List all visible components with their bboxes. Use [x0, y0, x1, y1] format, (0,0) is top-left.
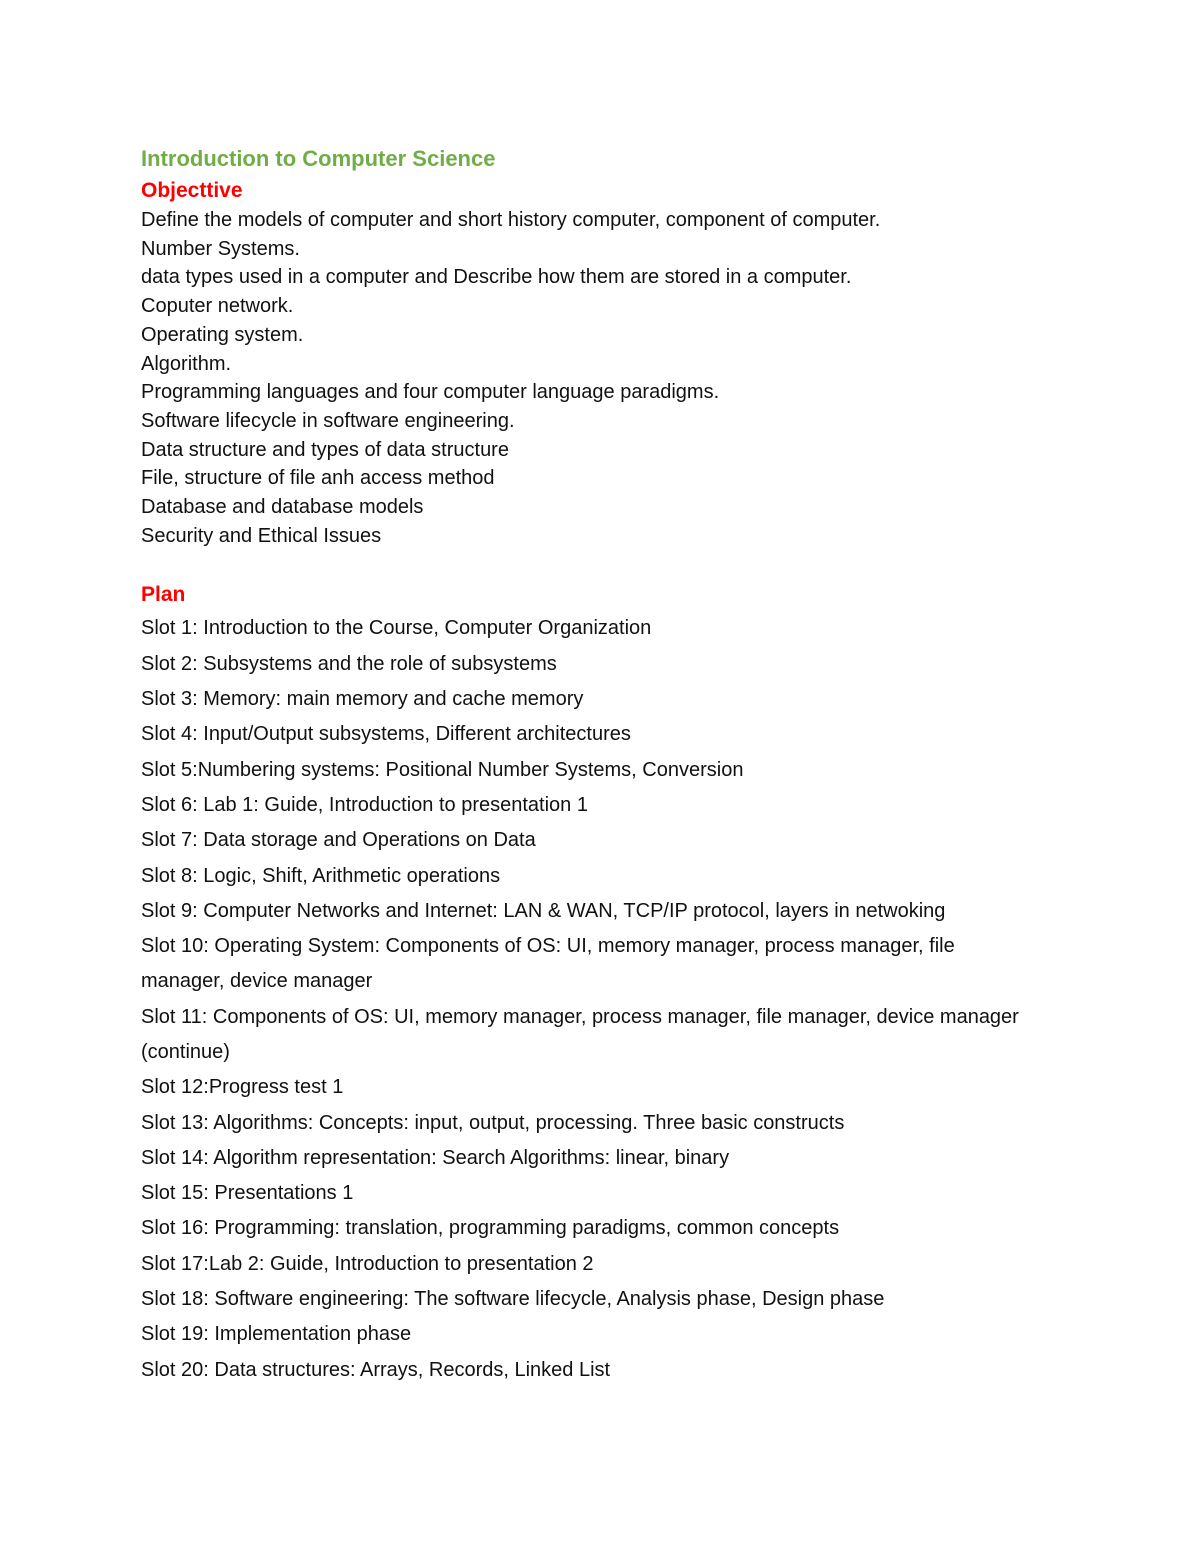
plan-item: Slot 1: Introduction to the Course, Computer Organization — [141, 617, 652, 640]
objective-item: Software lifecycle in software engineering. — [141, 409, 515, 432]
objective-item: Data structure and types of data structure — [141, 438, 509, 461]
plan-item: Slot 4: Input/Output subsystems, Different architectures — [141, 723, 631, 746]
plan-item: Slot 17:Lab 2: Guide, Introduction to presentation 2 — [141, 1252, 594, 1275]
document-title: Introduction to Computer Science — [141, 146, 496, 171]
objective-item: Coputer network. — [141, 295, 294, 318]
plan-item: Slot 2: Subsystems and the role of subsystems — [141, 652, 557, 675]
objective-item: Database and database models — [141, 496, 424, 519]
objective-item: Operating system. — [141, 323, 304, 346]
objective-item: File, structure of file anh access method — [141, 467, 495, 490]
plan-item: Slot 14: Algorithm representation: Search Algorithms: linear, binary — [141, 1146, 730, 1169]
objective-item: data types used in a computer and Describe how them are stored in a computer. — [141, 266, 852, 289]
plan-item: Slot 15: Presentations 1 — [141, 1182, 354, 1205]
plan-item: Slot 7: Data storage and Operations on Data — [141, 829, 536, 852]
plan-item: Slot 16: Programming: translation, programming paradigms, common concepts — [141, 1217, 840, 1240]
plan-heading: Plan — [141, 583, 186, 607]
plan-item: Slot 18: Software engineering: The software lifecycle, Analysis phase, Design phase — [141, 1288, 885, 1311]
objective-list — [141, 206, 1041, 550]
objective-item: Define the models of computer and short history computer, component of computer. — [141, 209, 881, 231]
plan-item: Slot 9: Computer Networks and Internet: LAN & WAN, TCP/IP protocol, layers in netwoking — [141, 899, 946, 922]
plan-item: Slot 5:Numbering systems: Positional Number Systems, Conversion — [141, 758, 744, 781]
plan-item: Slot 8: Logic, Shift, Arithmetic operations — [141, 864, 501, 887]
plan-list — [141, 611, 1041, 1388]
objective-item: Number Systems. — [141, 237, 300, 260]
plan-item: Slot 19: Implementation phase — [141, 1323, 412, 1346]
objective-item: Algorithm. — [141, 352, 232, 375]
plan-item: Slot 13: Algorithms: Concepts: input, output, processing. Three basic constructs — [141, 1111, 845, 1134]
objective-item: Programming languages and four computer language paradigms. — [141, 381, 720, 404]
document-page — [141, 142, 1041, 1388]
plan-item: Slot 3: Memory: main memory and cache memory — [141, 688, 584, 711]
plan-item: Slot 20: Data structures: Arrays, Records, Linked List — [141, 1358, 611, 1381]
plan-item: Slot 6: Lab 1: Guide, Introduction to presentation 1 — [141, 793, 588, 816]
objective-heading: Objecttive — [141, 179, 243, 202]
plan-item: Slot 12:Progress test 1 — [141, 1076, 344, 1099]
objective-item: Security and Ethical Issues — [141, 524, 382, 547]
plan-item: Slot 10: Operating System: Components of OS: UI, memory manager, process manager, file manager, device manager — [141, 935, 955, 993]
plan-item: Slot 11: Components of OS: UI, memory manager, process manager, file manager, device manager (continue) — [141, 1005, 1019, 1063]
